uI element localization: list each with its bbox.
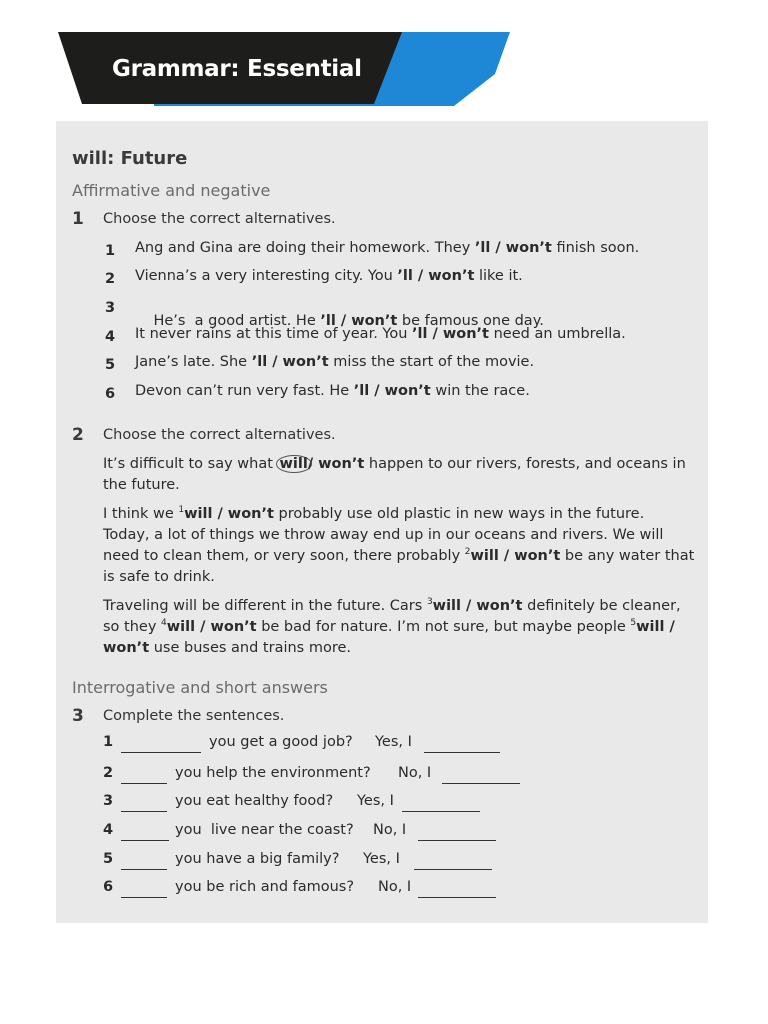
short-answer-prefix: Yes, I <box>357 793 394 809</box>
answer-blank[interactable] <box>414 855 492 870</box>
item-number: 6 <box>105 386 116 402</box>
item-number: 1 <box>105 243 116 259</box>
question-text: you live near the coast? <box>175 822 354 838</box>
list-item <box>103 879 113 895</box>
answer-choice[interactable]: ’ll / won’t <box>474 240 552 256</box>
exercise-3-instruction: Complete the sentences. <box>103 708 285 724</box>
answer-choice[interactable]: will / won’t <box>166 619 257 635</box>
list-item-text: It never rains at this time of year. You ’ll / won’t need an umbrella. <box>135 326 626 342</box>
question-text: you get a good job? <box>209 734 353 750</box>
short-answer-prefix: No, I <box>378 879 412 895</box>
list-item-text: Jane’s late. She ’ll / won’t miss the start of the movie. <box>135 354 535 370</box>
question-text: you be rich and famous? <box>175 879 355 895</box>
circled-answer: will <box>276 455 312 473</box>
item-number: 1 <box>103 734 114 750</box>
question-text: you have a big family? <box>175 851 340 867</box>
list-item-text: He’s a good artist. He ’ll / won’t be famous one day. <box>153 313 544 329</box>
exercise-2-instruction: Choose the correct alternatives. <box>103 427 336 443</box>
item-number: 3 <box>103 793 114 809</box>
answer-choice[interactable]: ’ll / won’t <box>320 313 398 329</box>
list-item <box>105 240 115 259</box>
item-number: 4 <box>103 822 114 838</box>
answer-choice[interactable]: ’ll / won’t <box>353 383 431 399</box>
answer-blank[interactable] <box>121 883 167 898</box>
example-paragraph: It’s difficult to say what will/ won’t happen to our rivers, forests, and oceans in the future. <box>103 456 686 493</box>
section-title: will: Future <box>72 148 188 169</box>
short-answer-prefix: No, I <box>373 822 407 838</box>
item-number: 5 <box>105 357 116 373</box>
answer-blank[interactable] <box>121 797 167 812</box>
list-item-text: Ang and Gina are doing their homework. They ’ll / won’t finish soon. <box>135 240 640 256</box>
list-item <box>103 734 113 750</box>
list-item-text: Devon can’t run very fast. He ’ll / won’t win the race. <box>135 383 530 399</box>
answer-choice[interactable]: ’ll / won’t <box>251 354 329 370</box>
answer-choice[interactable]: will / won’t <box>184 506 274 522</box>
item-number: 5 <box>103 851 114 867</box>
list-item <box>103 793 113 809</box>
page-title: Grammar: Essential <box>112 56 362 82</box>
paragraph-2: Traveling will be different in the future. Cars $^3$will / won’t definitely be cleaner, so they $^4$will / won’t be bad for nature. I’m not sure, but maybe people $^5$will / won’t use buses and trains more. <box>103 597 681 656</box>
exercise-3-number: 3 <box>72 706 84 726</box>
item-number: 2 <box>103 765 114 781</box>
list-item <box>105 354 115 373</box>
subsection-title-interrogative: Interrogative and short answers <box>72 678 328 697</box>
list-item <box>105 326 115 345</box>
list-item <box>103 765 113 781</box>
short-answer-prefix: Yes, I <box>375 734 412 750</box>
answer-blank[interactable] <box>442 769 520 784</box>
short-answer-prefix: No, I <box>398 765 432 781</box>
answer-blank[interactable] <box>121 769 167 784</box>
question-text: you help the environment? <box>175 765 371 781</box>
answer-blank[interactable] <box>424 738 500 753</box>
answer-choice[interactable]: ’ll / won’t <box>412 326 489 342</box>
item-number: 4 <box>105 329 116 345</box>
answer-blank[interactable] <box>418 883 496 898</box>
list-item <box>105 297 115 316</box>
subsection-title-affirmative: Affirmative and negative <box>72 181 271 200</box>
answer-choice[interactable]: will / won’t <box>470 548 561 564</box>
exercise-2-number: 2 <box>72 425 84 445</box>
paragraph-1: I think we $^1$will / won’t probably use old plastic in new ways in the future. Today, a lot of things we throw away end up in our oceans and rivers. We will need to clean them, or very soon, there probably $^2$will / won’t be any water that is safe to drink. <box>103 505 695 585</box>
short-answer-prefix: Yes, I <box>363 851 400 867</box>
answer-blank[interactable] <box>121 855 167 870</box>
item-number: 3 <box>105 300 116 316</box>
list-item-text: Vienna’s a very interesting city. You ’ll / won’t like it. <box>135 268 523 284</box>
item-number: 6 <box>103 879 114 895</box>
answer-blank[interactable] <box>418 826 496 841</box>
exercise-1-instruction: Choose the correct alternatives. <box>103 211 336 227</box>
question-text: you eat healthy food? <box>175 793 334 809</box>
list-item <box>105 383 115 402</box>
answer-blank[interactable] <box>121 738 201 753</box>
answer-blank[interactable] <box>402 797 480 812</box>
answer-choice[interactable]: will / won’t <box>432 598 523 614</box>
list-item <box>103 851 113 867</box>
exercise-1-number: 1 <box>72 209 84 229</box>
item-number: 2 <box>105 271 116 287</box>
answer-blank[interactable] <box>121 826 169 841</box>
list-item <box>103 822 113 838</box>
list-item <box>105 268 115 287</box>
answer-choice[interactable]: will / won’t <box>103 619 675 656</box>
answer-choice[interactable]: ’ll / won’t <box>397 268 475 284</box>
